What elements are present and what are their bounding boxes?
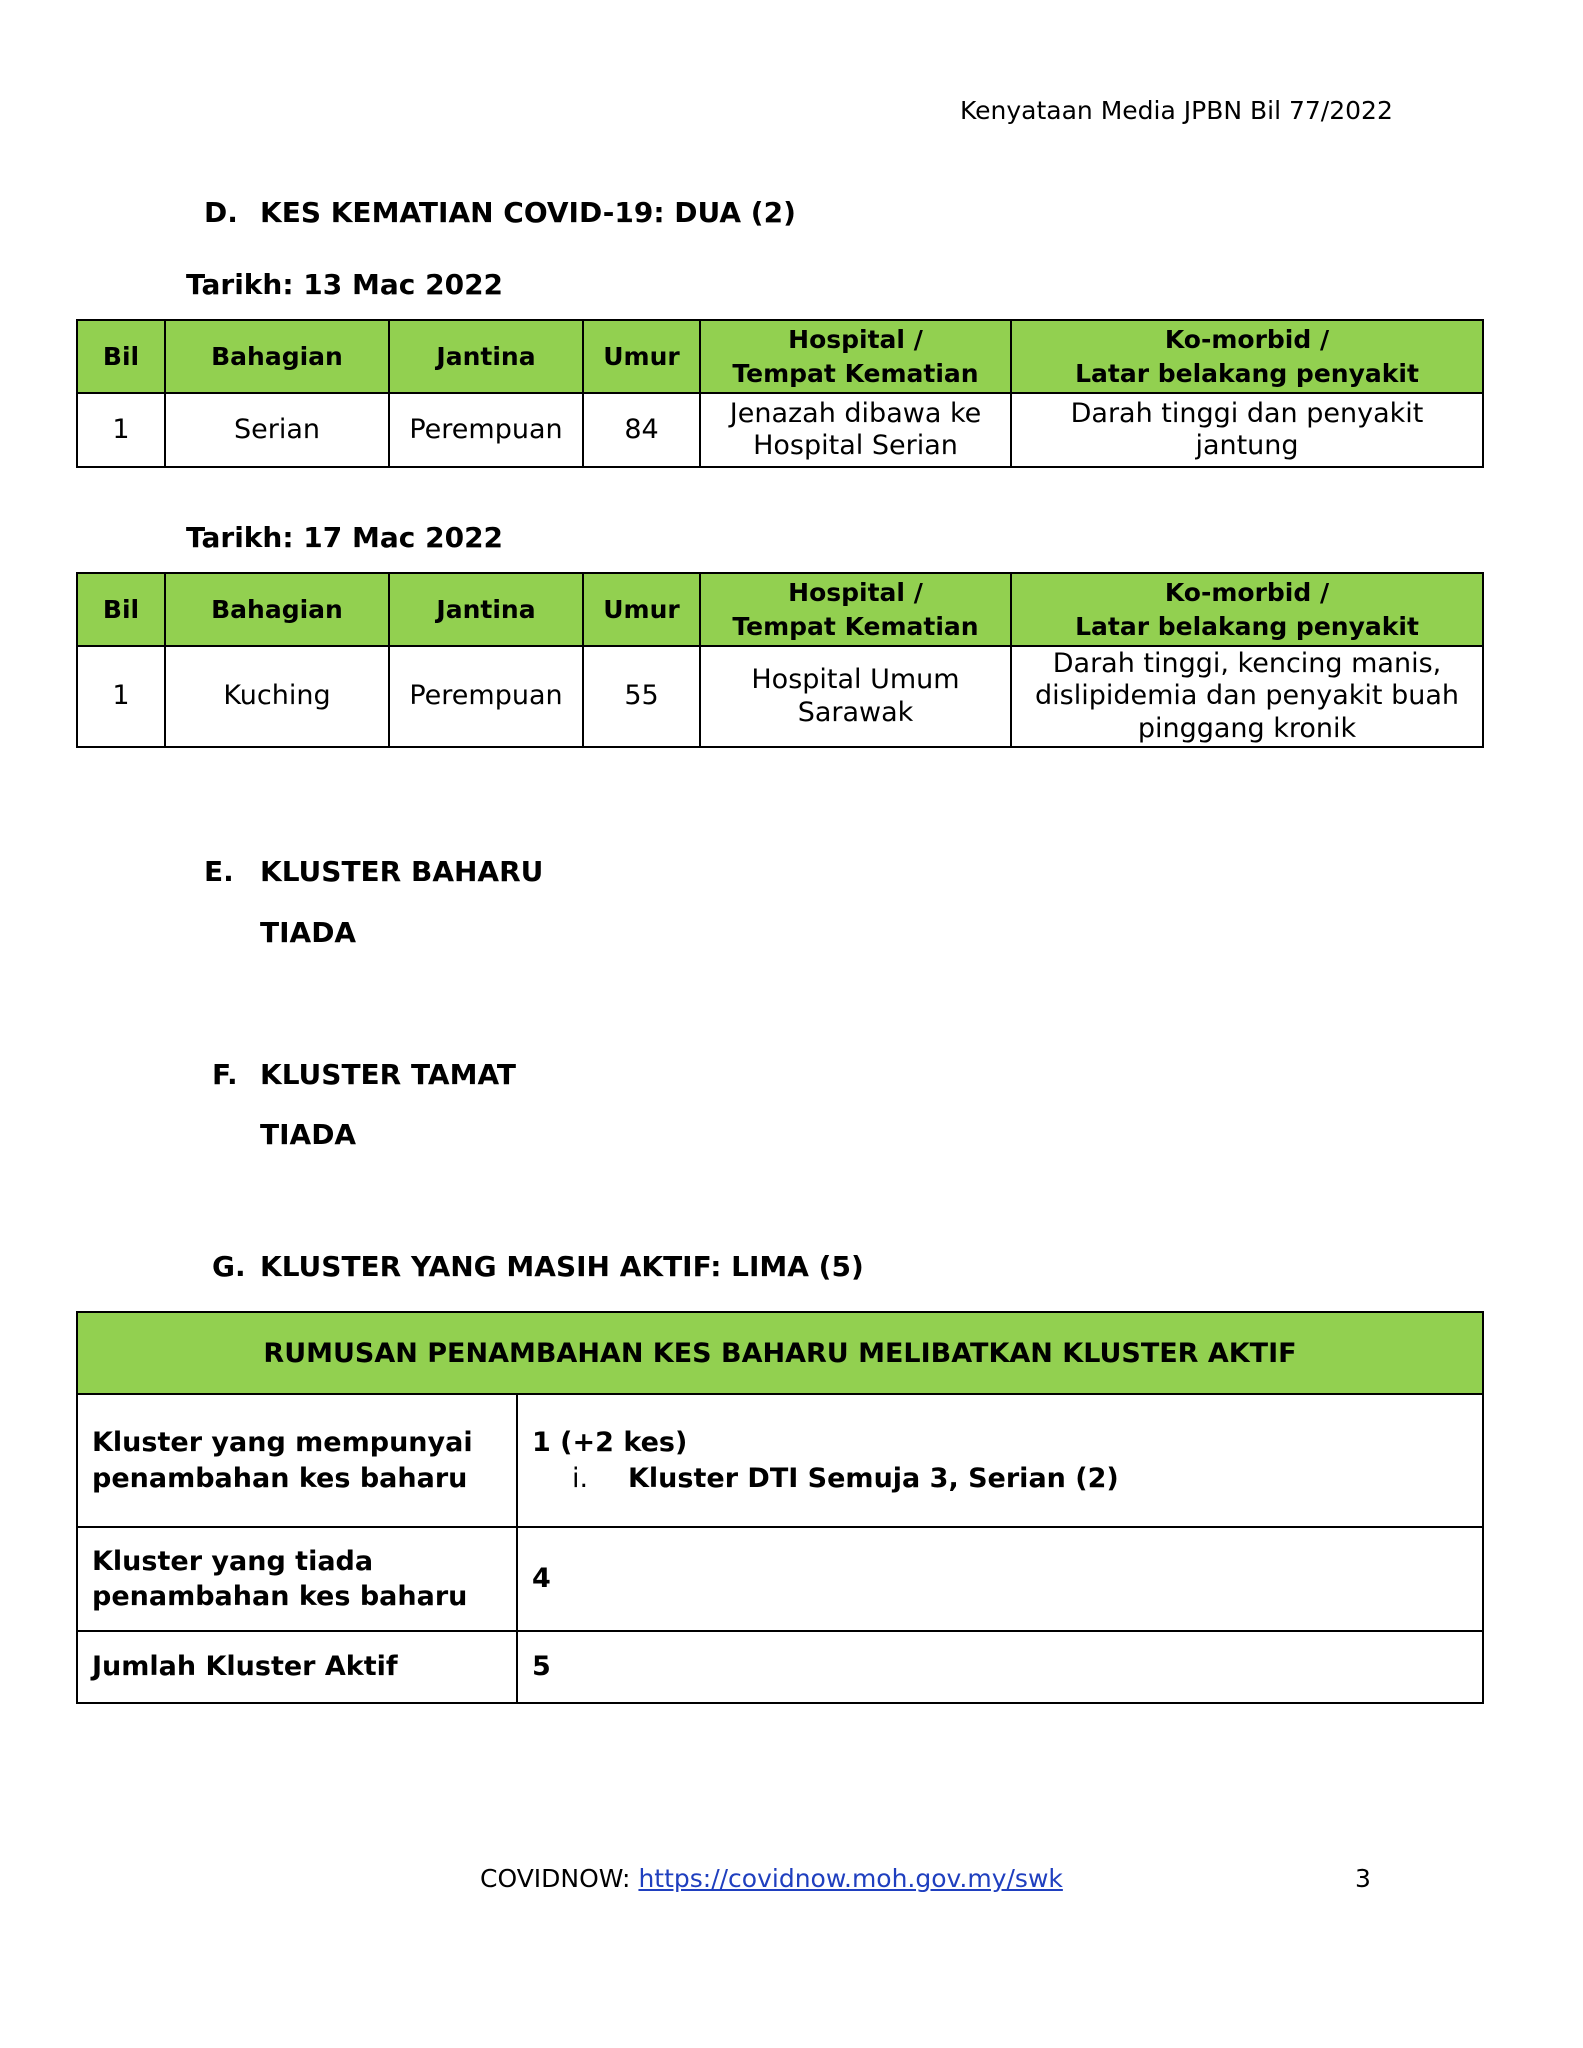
covidnow-link[interactable]: https://covidnow.moh.gov.my/swk	[638, 1864, 1063, 1893]
section-f-value: TIADA	[260, 1118, 357, 1151]
header-bil: Bil	[77, 573, 165, 646]
header-komorbid-line2: Latar belakang penyakit	[1075, 611, 1419, 641]
table-row	[77, 1631, 1483, 1703]
header-hospital-line2: Tempat Kematian	[732, 611, 979, 641]
table-row	[77, 1394, 1483, 1527]
cell-bahagian: Kuching	[165, 646, 389, 747]
summary-value: 5	[517, 1631, 1483, 1703]
header-hospital-line2: Tempat Kematian	[732, 358, 979, 388]
header-komorbid	[1011, 320, 1483, 393]
table-row	[77, 1527, 1483, 1631]
header-jantina: Jantina	[389, 573, 583, 646]
list-number: i.	[572, 1462, 589, 1494]
header-bahagian: Bahagian	[165, 320, 389, 393]
summary-title: RUMUSAN PENAMBAHAN KES BAHARU MELIBATKAN KLUSTER AKTIF	[77, 1312, 1483, 1394]
header-bil: Bil	[77, 320, 165, 393]
death-table-1	[76, 319, 1484, 468]
cell-jantina: Perempuan	[389, 393, 583, 467]
footer-prefix: COVIDNOW:	[480, 1864, 639, 1893]
page-header: Kenyataan Media JPBN Bil 77/2022	[960, 96, 1393, 125]
header-komorbid	[1011, 573, 1483, 646]
death-date-2: Tarikh: 17 Mac 2022	[186, 521, 504, 554]
cluster-list-item	[532, 1461, 1476, 1496]
header-jantina: Jantina	[389, 320, 583, 393]
active-cluster-summary-table	[76, 1311, 1484, 1704]
summary-label: Kluster yang mempunyai penambahan kes baharu	[77, 1394, 517, 1527]
section-title: KLUSTER TAMAT	[260, 1058, 517, 1091]
cell-komorbid: Darah tinggi, kencing manis, dislipidemia dan penyakit buah pinggang kronik	[1011, 646, 1483, 747]
section-letter: D.	[204, 196, 238, 229]
header-komorbid-line2: Latar belakang penyakit	[1075, 358, 1419, 388]
cell-komorbid: Darah tinggi dan penyakit jantung	[1011, 393, 1483, 467]
section-f-heading	[212, 1058, 516, 1091]
header-komorbid-line1: Ko-morbid /	[1164, 324, 1330, 354]
section-title: KLUSTER YANG MASIH AKTIF: LIMA (5)	[260, 1250, 864, 1283]
table-row	[77, 393, 1483, 467]
header-bahagian: Bahagian	[165, 573, 389, 646]
summary-value	[517, 1394, 1483, 1527]
cell-umur: 84	[583, 393, 700, 467]
cell-hospital: Hospital Umum Sarawak	[700, 646, 1011, 747]
section-e-heading	[204, 855, 543, 888]
summary-label: Kluster yang tiada penambahan kes baharu	[77, 1527, 517, 1631]
summary-value-count: 1 (+2 kes)	[532, 1427, 688, 1459]
header-hospital	[700, 573, 1011, 646]
summary-value: 4	[517, 1527, 1483, 1631]
header-umur: Umur	[583, 573, 700, 646]
header-komorbid-line1: Ko-morbid /	[1164, 577, 1330, 607]
header-hospital-line1: Hospital /	[788, 324, 923, 354]
cell-umur: 55	[583, 646, 700, 747]
cell-bil: 1	[77, 393, 165, 467]
footer	[480, 1864, 1063, 1893]
section-g-heading	[212, 1250, 864, 1283]
cell-bil: 1	[77, 646, 165, 747]
table-row	[77, 646, 1483, 747]
page-number: 3	[1355, 1864, 1371, 1893]
section-d-heading	[204, 196, 796, 229]
section-title: KES KEMATIAN COVID-19: DUA (2)	[260, 196, 796, 229]
section-title: KLUSTER BAHARU	[260, 855, 544, 888]
death-date-1: Tarikh: 13 Mac 2022	[186, 268, 504, 301]
section-e-value: TIADA	[260, 916, 357, 949]
summary-title-row	[77, 1312, 1483, 1394]
header-umur: Umur	[583, 320, 700, 393]
summary-label: Jumlah Kluster Aktif	[77, 1631, 517, 1703]
table-header-row	[77, 573, 1483, 646]
death-table-2	[76, 572, 1484, 748]
cluster-name: Kluster DTI Semuja 3, Serian (2)	[628, 1462, 1119, 1494]
section-letter: E.	[204, 855, 234, 888]
table-header-row	[77, 320, 1483, 393]
section-letter: G.	[212, 1250, 246, 1283]
cell-jantina: Perempuan	[389, 646, 583, 747]
header-hospital-line1: Hospital /	[788, 577, 923, 607]
header-hospital	[700, 320, 1011, 393]
section-letter: F.	[212, 1058, 238, 1091]
cell-bahagian: Serian	[165, 393, 389, 467]
cell-hospital: Jenazah dibawa ke Hospital Serian	[700, 393, 1011, 467]
